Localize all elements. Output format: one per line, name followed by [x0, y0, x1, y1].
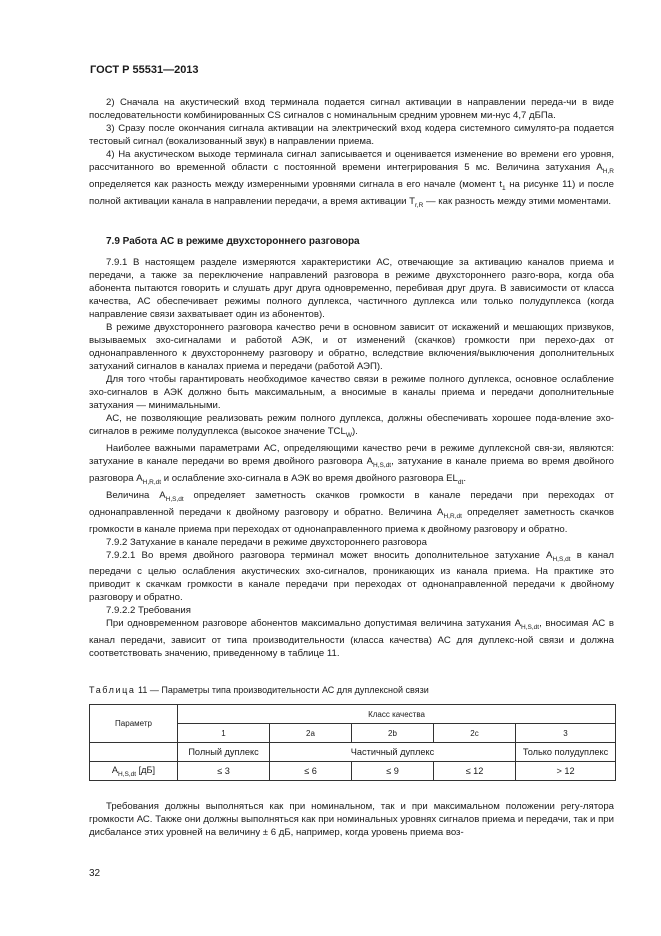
class-cell: 1: [178, 724, 270, 743]
empty-cell: [90, 743, 178, 762]
table-caption: Таблица 11 — Параметры типа производительности АС для дуплексной связи: [89, 685, 429, 695]
paragraph: АС, не позволяющие реализовать режим полного дуплекса, должны обеспечивать хорошее пода-вление эхо-сигналов в режиме полудуплекса (высокое значение $TCL_W$).: [89, 413, 614, 439]
mode-cell: Только полудуплекс: [516, 743, 616, 762]
paragraph: При одновременном разговоре абонентов максимально допустимая величина затухания $А_{H,S,dt}$, вносимая АС в канал передачи, зависит от типа производительности (класса качества) АС для дуплекс-ной связи и должна соответствовать значению, приведенному в таблице 11.: [89, 618, 614, 660]
page-number: 32: [89, 868, 101, 879]
paragraph: В режиме двухстороннего разговора качество речи в основном зависит от искажений и мешающих призвуков, вызываемых эхо-сигналами и работой АЭК, и от изменений (скачков) громкости при перехо-дах от однонаправленного к двухстороннему разговору и обратно, вследствие включения/выключения дополнительных затуханий сигналов в каналах приема и передачи (работой АЭП).: [89, 322, 614, 372]
paragraph: 3) Сразу после окончания сигнала активации на электрический вход кодера системного симулято-ра подается тестовый сигнал (вокализованный звук) в направлении приема.: [89, 123, 614, 147]
table-11: [89, 704, 616, 781]
paragraph-block-2: [89, 256, 614, 660]
param-header: Параметр: [90, 705, 178, 743]
paragraph-block-1: [89, 96, 614, 212]
paragraph: 7.9.1 В настоящем разделе измеряются характеристики АС, отвечающие за активацию каналов приема и передачи, а также за переключение направлений разговора в режиме двухстороннего разго-вора, когда оба абонента пытаются говорить и слушать друг друга одновременно, перебивая друг друга. В зависимости от класса качества, АС обеспечивает режимы полного дуплекса, частичного дуплекса или только полудуплекса (когда направление связи захватывает один из абонентов).: [89, 257, 614, 320]
paragraph: 2) Сначала на акустический вход терминала подается сигнал активации в направлении переда-чи в виде последовательности комбинированных CS сигналов с номинальным средним уровнем ми-нус 4,7 дБПа.: [89, 97, 614, 121]
mode-cell: Полный дуплекс: [178, 743, 270, 762]
paragraph: Требования должны выполняться как при номинальном, так и при максимальном положении регу-лятора громкости АС. Также они должны выполняться как при номинальных уровнях сигналов приема и передачи, так и при дисбалансе этих уровней на величину ± 6 дБ, например, когда уровень приема воз-: [89, 801, 614, 838]
value-cell: ≤ 9: [352, 762, 434, 781]
class-cell: 2b: [352, 724, 434, 743]
mode-cell: Частичный дуплекс: [270, 743, 516, 762]
value-cell: > 12: [516, 762, 616, 781]
class-header: Класс качества: [178, 705, 616, 724]
value-cell: ≤ 12: [434, 762, 516, 781]
document-header: ГОСТ Р 55531—2013: [90, 64, 199, 76]
section-heading: 7.9 Работа АС в режиме двухстороннего разговора: [106, 236, 360, 247]
class-cell: 3: [516, 724, 616, 743]
row-label: $А_{H,S,dt}$ [дБ]: [90, 762, 178, 781]
paragraph: Величина $А_{H,S,dt}$ определяет заметность скачков громкости в канале передачи при переходах от однонаправленной передачи к двойному разговору и обратно. Величина $А_{H,R,dt}$ определяет заметность скачков громкости в канале приема при переходах от однонаправленного приема к двойному разговору и обратно.: [89, 489, 614, 535]
paragraph-block-3: [89, 800, 614, 839]
class-cell: 2c: [434, 724, 516, 743]
value-cell: ≤ 6: [270, 762, 352, 781]
subsection-title: 7.9.2.2 Требования: [106, 605, 191, 617]
subsection-title: 7.9.2 Затухание в канале передачи в режиме двухстороннего разговора: [106, 536, 427, 548]
paragraph: 7.9.2.1 Во время двойного разговора терминал может вносить дополнительное затухание $А_{H,S,dt}$ в канал передачи с целью ослабления акустических эхо-сигналов, проникающих из канала приема. На практике это приводит к скачкам громкости в канале передачи при переходах от однонаправленной передачи к двойному разговору и обратно.: [89, 549, 614, 604]
class-cell: 2a: [270, 724, 352, 743]
paragraph: Наиболее важными параметрами АС, определяющими качество речи в режиме дуплексной свя-зи, являются: затухание в канале передачи во время двойного разговора $А_{H,S,dt}$, затухание в канале приема во время двойного разговора $А_{H,R,dt}$ и ослабление эхо-сигнала в АЭК во время двойного разговора $EL_{dt}$.: [89, 442, 615, 486]
paragraph: 4) На акустическом выходе терминала сигнал записывается и оценивается изменение во времени его уровня, рассчитанного во временной области с постоянной времени интегрирования 5 мс. Величина затухания $А_{H,R}$ определяется как разность между измеренными уровнями сигнала в его начале (момент $t_1$ на рисунке 11) и после полной активации канала в направлении передачи, а время активации $T_{r,R}$ — как разность между этими моментами.: [89, 149, 614, 209]
value-cell: ≤ 3: [178, 762, 270, 781]
paragraph: Для того чтобы гарантировать необходимое качество связи в режиме полного дуплекса, основное ослабление эхо-сигналов в АЭК должно быть максимальным, а вносимые в каналы приема и передачи дополнительные затухания — минимальными.: [89, 374, 614, 411]
